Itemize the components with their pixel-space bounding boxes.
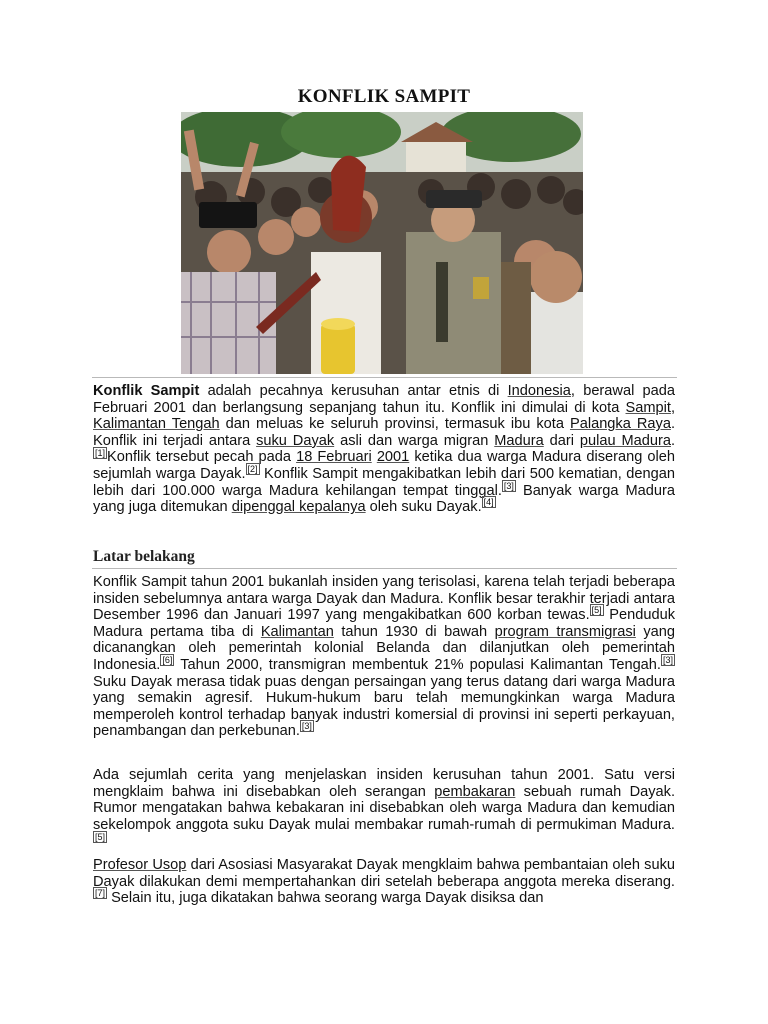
text-run: sebuah rumah Dayak. Rumor mengatakan bahwa kebakaran ini disebabkan oleh warga Madura dan kemudian sekelompok anggota suku Dayak mulai membakar rumah-rumah di permukiman Madura.: [93, 783, 675, 833]
wiki-link[interactable]: Indonesia: [507, 383, 571, 399]
reference-link[interactable]: [3]: [662, 655, 673, 666]
section-paragraph: [93, 767, 675, 850]
intro-paragraph: [93, 383, 675, 516]
section-paragraph: [93, 857, 675, 907]
text-run: Suku Dayak merasa tidak puas dengan persaingan yang terus datang dari warga Madura yang semakin agresif. Hukum-hukum baru telah memungkinkan warga Madura memperoleh kontrol terhadap banyak industri komersial di provinsi ini seperti perkayuan, penambangan dan perkebunan.: [93, 673, 675, 740]
conflict-photo: [181, 112, 583, 374]
wiki-link[interactable]: Madura: [494, 432, 544, 449]
text-run: tahun 1930 di bawah: [333, 623, 495, 640]
wiki-link[interactable]: Kalimantan: [260, 623, 334, 640]
text-run: . Konflik ini terjadi antara: [93, 416, 675, 449]
text-run: Banyak warga Madura yang juga ditemukan: [93, 482, 675, 516]
reference-link[interactable]: [1]: [95, 447, 106, 458]
section-heading: Latar belakang: [93, 548, 195, 565]
wiki-link[interactable]: pembakaran: [434, 783, 516, 800]
text-run: dari: [543, 432, 580, 449]
text-run: Konflik Sampit tahun 2001 bukanlah insiden yang terisolasi, karena telah terjadi beberapa insiden sebelumnya antara warga Dayak dan Madura. Konflik besar terakhir terjadi antara Desember 1996 dan Januari 1997 yang mengakibatkan 600 korban tewas.: [93, 574, 675, 624]
reference-link[interactable]: [2]: [247, 464, 258, 475]
text-run: Penduduk Madura pertama tiba di: [93, 607, 675, 640]
reference-link[interactable]: [7]: [95, 888, 106, 899]
reference-link[interactable]: [3]: [503, 480, 514, 491]
reference-link[interactable]: [4]: [483, 497, 494, 508]
text-run: , berawal pada Februari 2001 dan berlangsung sepanjang tahun itu. Konflik ini dimulai di kota: [93, 383, 675, 416]
section-divider: [92, 568, 677, 569]
reference-link[interactable]: [6]: [162, 655, 173, 666]
reference-link[interactable]: [3]: [301, 721, 312, 732]
reference-link[interactable]: [5]: [95, 831, 106, 842]
text-run: Konflik Sampit mengakibatkan lebih dari 500 kematian, dengan lebih dari 100.000 warga Madura kehilangan tempat tinggal.: [93, 465, 675, 499]
text-run: asli dan warga migran: [334, 432, 495, 449]
wiki-link[interactable]: Profesor Usop: [93, 857, 187, 873]
wiki-link[interactable]: dipenggal kepalanya: [231, 499, 366, 516]
text-run: Ada sejumlah cerita yang menjelaskan insiden kerusuhan tahun 2001. Satu versi mengklaim bahwa ini disebabkan oleh serangan: [93, 767, 675, 800]
bold-term: Konflik Sampit: [93, 383, 200, 399]
text-run: Konflik tersebut pecah pada: [107, 449, 297, 466]
text-run: adalah pecahnya kerusuhan antar etnis di: [199, 383, 508, 399]
text-run: ,: [670, 399, 675, 416]
text-run: dan meluas ke seluruh provinsi, termasuk ibu kota: [219, 416, 570, 433]
wiki-link[interactable]: Kalimantan Tengah: [93, 416, 220, 433]
section-paragraph: [93, 574, 675, 740]
wiki-link[interactable]: Palangka Raya: [569, 416, 671, 433]
divider: [92, 377, 677, 378]
text-run: ketika dua warga Madura diserang oleh sejumlah warga Dayak.: [93, 449, 675, 482]
reference-link[interactable]: [5]: [591, 605, 602, 616]
wiki-link[interactable]: pulau Madura: [579, 432, 671, 449]
wiki-link[interactable]: 18 Februari: [296, 449, 372, 466]
wiki-link[interactable]: 2001: [376, 449, 410, 466]
text-run: yang dicanangkan oleh pemerintah kolonial Belanda dan dilanjutkan oleh pemerintah Indonesia.: [93, 623, 675, 673]
wiki-link[interactable]: Sampit: [625, 399, 671, 416]
page-title: KONFLIK SAMPIT: [297, 86, 471, 107]
text-run: .: [670, 432, 676, 449]
text-run: dari Asosiasi Masyarakat Dayak mengklaim bahwa pembantaian oleh suku Dayak dilakukan demi mempertahankan diri setelah beberapa anggota mereka diserang.: [93, 857, 675, 890]
wiki-link[interactable]: suku Dayak: [256, 432, 335, 449]
text-run: Selain itu, juga dikatakan bahwa seorang warga Dayak disiksa dan: [107, 890, 544, 907]
wiki-link[interactable]: program transmigrasi: [494, 623, 636, 640]
text-run: oleh suku Dayak.: [365, 499, 482, 516]
text-run: Tahun 2000, transmigran membentuk 21% populasi Kalimantan Tengah.: [174, 656, 661, 673]
